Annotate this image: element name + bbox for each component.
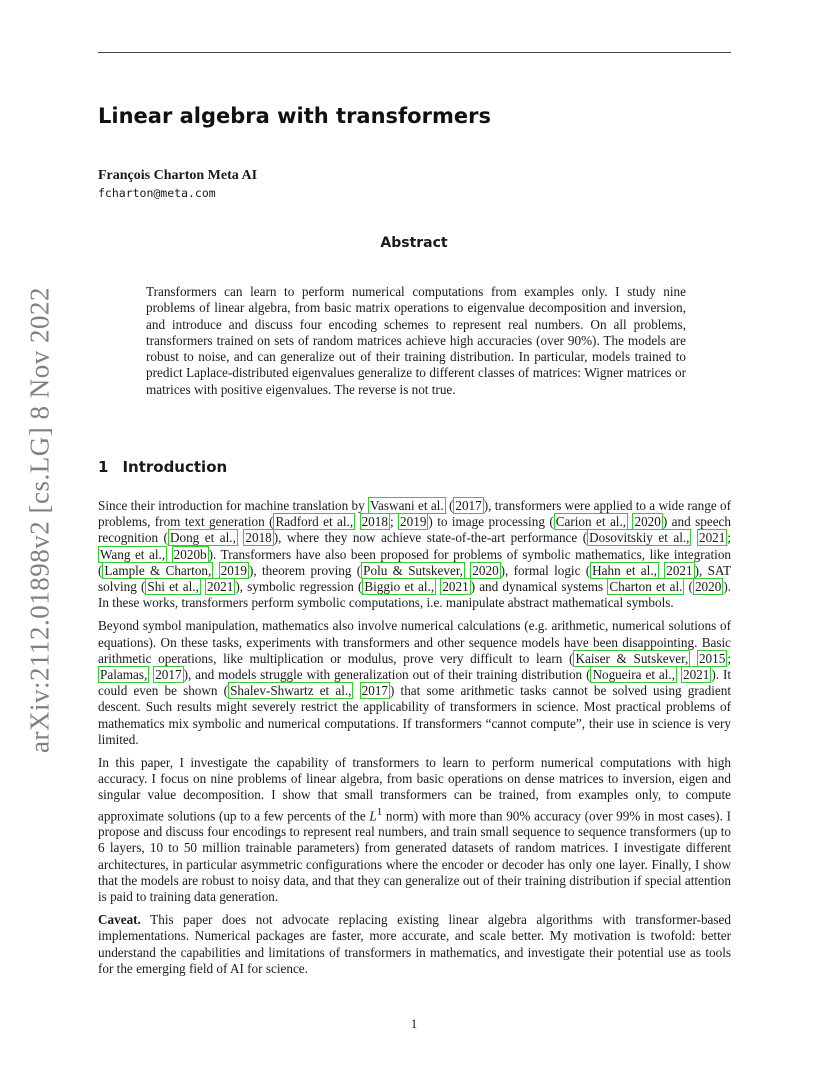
paragraph-3 <box>98 755 731 905</box>
citation-link[interactable]: 2017 <box>455 498 482 513</box>
citation-link[interactable]: 2021 <box>698 530 726 546</box>
text: ), transformers were applied to a wide range of problems, from text generation ( <box>98 498 731 530</box>
text: ; <box>727 650 731 666</box>
citation-link[interactable]: 2019 <box>400 514 427 530</box>
text: In this paper, I investigate the capability of transformers to learn to perform numerical computations with high accuracy. I focus on nine problems of linear algebra, from basic operations on dense matrices to inversion, eigen and singular value decomposition. I show that small transformers can be trained, from examples only, to compute approximate solutions (up to a few percents of the <box>98 755 731 824</box>
citation-link[interactable]: 2018 <box>245 530 272 546</box>
citation-link[interactable]: Dosovitskiy et al., <box>589 530 690 546</box>
text: ( <box>445 498 454 513</box>
citation-link[interactable]: 2021 <box>682 667 710 683</box>
text: ) to image processing ( <box>428 514 554 530</box>
citation-link[interactable]: 2017 <box>155 667 182 683</box>
author-email: fcharton@meta.com <box>98 186 216 200</box>
text: ), SAT solving ( <box>98 562 732 595</box>
section-title: Introduction <box>122 458 228 476</box>
text: ), where they now achieve state-of-the-art performance ( <box>273 530 588 546</box>
paper-title: Linear algebra with transformers <box>98 104 491 128</box>
citation-link[interactable]: Palamas, <box>100 667 148 683</box>
citation-link[interactable]: Shi et al., <box>147 579 199 595</box>
citation-link[interactable]: Dong et al., <box>169 530 236 546</box>
citation-link[interactable]: Shalev-Shwartz et al., <box>230 683 352 699</box>
citation-link[interactable]: Lample & Charton, <box>104 562 212 578</box>
arxiv-stamp-text: arXiv:2112.01898v2 [cs.LG] 8 Nov 2022 <box>24 287 55 753</box>
paragraph-4 <box>98 912 731 977</box>
caveat-label: Caveat. <box>98 912 141 928</box>
citation-link[interactable]: Polu & Sutskever, <box>363 562 463 578</box>
text: ), formal logic ( <box>500 562 591 578</box>
citation-link[interactable]: Radford et al., <box>275 514 354 530</box>
text: ) and dynamical systems <box>470 579 608 595</box>
section-heading <box>98 458 227 476</box>
abstract-heading: Abstract <box>380 235 448 251</box>
caveat-text: This paper does not advocate replacing existing linear algebra algorithms with transformer-based implementations. Numerical packages are faster, more accurate, and scale better. My motivation is twofold: better understand the capabilities and limitations of transformers in mathematics, and investigate their potential use as tools for the emerging field of AI for science. <box>98 912 731 976</box>
citation-link[interactable]: 2021 <box>206 579 234 595</box>
citation-link[interactable]: Hahn et al., <box>592 562 657 578</box>
text: Since their introduction for machine translation by <box>98 498 368 513</box>
page-number: 1 <box>410 1016 418 1031</box>
citation-link[interactable]: 2021 <box>666 562 693 578</box>
text <box>690 651 697 666</box>
text: Beyond symbol manipulation, mathematics also involve numerical calculations (e.g. arithmetic, numerical solutions of equations). On these tasks, experiments with transformers and other sequence models have been disappointing. Basic arithmetic operations, like multiplication or modulus, prove very difficult to learn ( <box>98 618 731 666</box>
citation-link[interactable]: 2020b <box>173 546 207 562</box>
citation-link[interactable]: Charton et al. <box>609 579 683 595</box>
text: ) and speech recognition ( <box>98 514 731 546</box>
norm-superscript: 1 <box>376 805 383 818</box>
citation-link[interactable]: Wang et al., <box>100 546 166 562</box>
citation-link[interactable]: 2020 <box>634 514 661 530</box>
author-name: François Charton Meta AI <box>98 168 258 183</box>
text: ), symbolic regression ( <box>235 579 363 595</box>
text: ), and models struggle with generalization out of their training distribution ( <box>183 667 591 683</box>
citation-link[interactable]: 2020 <box>694 579 722 595</box>
text: ) that some arithmetic tasks cannot be solved using gradient descent. Such results might severely restrict the applicability of transformers in science. Most practical problems of mathematics mix symbolic and numerical computations. If transformers “cannot compute”, their use in science is very limited. <box>98 683 731 747</box>
citation-link[interactable]: 2020 <box>472 562 499 578</box>
citation-link[interactable]: 2015 <box>698 650 726 666</box>
citation-link[interactable]: Biggio et al., <box>364 579 435 595</box>
paragraph-2 <box>98 618 731 748</box>
text <box>355 514 359 529</box>
citation-link[interactable]: 2017 <box>361 683 389 699</box>
citation-link[interactable]: Carion et al., <box>555 514 627 530</box>
text: ; <box>727 530 732 546</box>
citation-link[interactable]: 2019 <box>220 562 247 578</box>
norm-letter: L <box>369 808 377 824</box>
section-number: 1 <box>98 458 109 476</box>
header-rule <box>98 52 731 53</box>
text: norm) with more than 90% accuracy (over 99% in most cases). I propose and discuss four encodings to represent real numbers, and train small sequence to sequence transformers (up to 6 layers, 10 to 50 million trainable parameters) from generated datasets of random matrices. I investigate different architectures, in particular asymmetric configurations where the encoder or decoder has only one layer. Finally, I show that the models are robust to noisy data, and that they can generalize out of their training distribution if special attention is paid to training data generation. <box>98 808 731 905</box>
citation-link[interactable]: 2021 <box>442 579 469 595</box>
citation-link[interactable]: Vaswani et al. <box>370 498 444 513</box>
text: ). It could even be shown ( <box>98 667 732 699</box>
citation-link[interactable]: Nogueira et al., <box>592 667 676 683</box>
text <box>353 683 359 698</box>
text: ). In these works, transformers perform symbolic computations, i.e. manipulate abstract mathematical symbols. <box>98 579 732 611</box>
paragraph-1 <box>98 498 731 611</box>
text <box>213 563 218 578</box>
citation-link[interactable]: 2018 <box>361 514 388 530</box>
text: ( <box>684 579 693 595</box>
text: ), theorem proving ( <box>248 562 362 578</box>
body-text <box>98 498 731 984</box>
text <box>167 547 172 562</box>
text: ; <box>389 514 399 530</box>
abstract-text: Transformers can learn to perform numerical computations from examples only. I study nine problems of linear algebra, from basic matrix operations to eigenvalue decomposition and inversion, and introduce and discuss four encoding schemes to represent real numbers. On all problems, transformers trained on sets of random matrices achieve high accuracies (over 90%). The models are robust to noise, and can generalize out of their training distribution. In particular, models trained to predict Laplace-distributed eigenvalues generalize to different classes of matrices: Wigner matrices or matrices with positive eigenvalues. The reverse is not true. <box>146 284 686 397</box>
text: ). Transformers have also been proposed for problems of symbolic mathematics, like integration ( <box>98 546 732 578</box>
citation-link[interactable]: Kaiser & Sutskever, <box>575 650 689 666</box>
